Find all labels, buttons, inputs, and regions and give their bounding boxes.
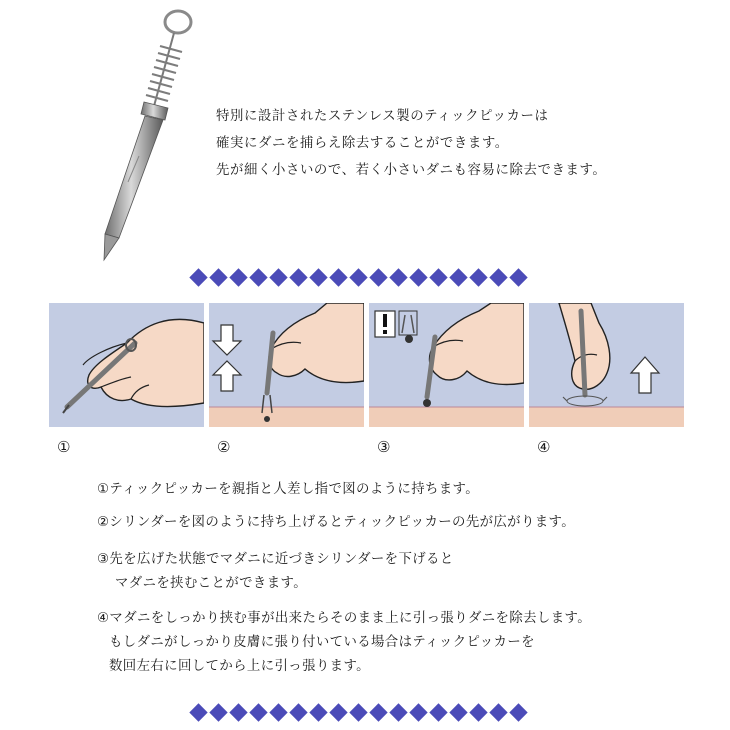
intro-line-3: 先が細く小さいので、若く小さいダニも容易に除去できます。 <box>216 163 607 178</box>
top-diamond-divider <box>190 271 527 284</box>
instructions <box>97 478 717 679</box>
step-2-illustration <box>209 303 364 427</box>
step-4-illustration <box>529 303 684 427</box>
instruction-step-3-line-2: マダニを挟むことができます。 <box>115 576 307 591</box>
intro-line-2: 確実にダニを捕らえ除去することができます。 <box>216 136 509 151</box>
tick-picker-tool-icon <box>92 6 202 268</box>
step-1-illustration <box>49 303 204 427</box>
step-number-1: ① <box>57 438 71 456</box>
step-number-4: ④ <box>537 438 551 456</box>
bottom-diamond-divider <box>190 706 527 719</box>
instruction-step-4-line-1: ④マダニをしっかり挟む事が出来たらそのまま上に引っ張りダニを除去します。 <box>97 611 592 626</box>
exclamation-icon <box>375 311 395 337</box>
step-3-illustration <box>369 303 524 427</box>
intro-line-1: 特別に設計されたステンレス製のティックピッカーは <box>216 109 549 124</box>
step-number-2: ② <box>217 438 231 456</box>
instruction-step-4-line-3: 数回左右に回してから上に引っ張ります。 <box>109 659 370 674</box>
instruction-step-1: ①ティックピッカーを親指と人差し指で図のように持ちます。 <box>97 482 480 497</box>
instruction-step-3-line-1: ③先を広げた状態でマダニに近づきシリンダーを下げると <box>97 552 454 567</box>
intro-text <box>216 103 716 184</box>
step-number-3: ③ <box>377 438 391 456</box>
instruction-step-2: ②シリンダーを図のように持ち上げるとティックピッカーの先が広がります。 <box>97 515 576 530</box>
hand-holding-tool-icon <box>49 303 204 427</box>
instruction-step-4-line-2: もしダニがしっかり皮膚に張り付いている場合はティックピッカーを <box>109 635 535 650</box>
